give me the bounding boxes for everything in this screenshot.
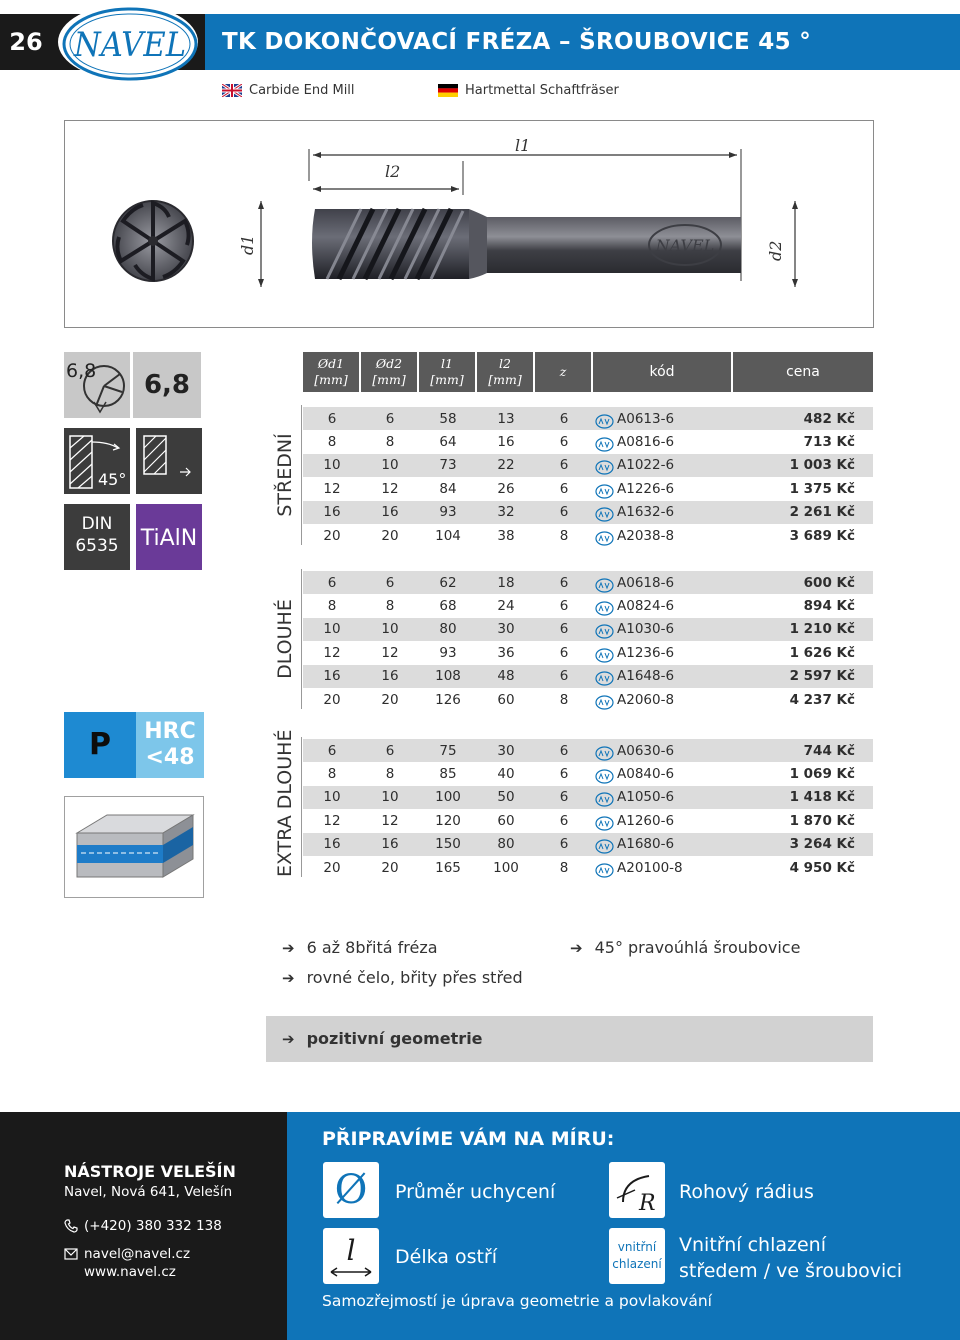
cell-z: 6 [559, 765, 569, 782]
table-row [303, 501, 873, 524]
table-row [303, 809, 873, 832]
cell-kod [593, 621, 733, 637]
cell-d2: 16 [381, 668, 399, 685]
cell-d2: 12 [381, 812, 399, 829]
cell-d1: 20 [323, 859, 341, 876]
cell-d1: 8 [327, 597, 337, 614]
cell-d1: 6 [327, 410, 337, 427]
hardness-badge [136, 712, 204, 778]
cell-z: 6 [559, 836, 569, 853]
cell-z: 6 [559, 410, 569, 427]
diameter-range-small: 6,8 [66, 360, 97, 382]
navel-mini-logo-icon [595, 414, 614, 429]
cell-d2: 8 [385, 597, 395, 614]
option-length: Délka ostří [395, 1246, 498, 1268]
product-code: A1680-6 [617, 836, 675, 853]
table-row [303, 571, 873, 594]
navel-mini-logo-icon [595, 484, 614, 499]
cell-l1: 64 [439, 433, 457, 450]
cell-l1: 104 [435, 527, 461, 544]
cell-cena: 2 597 Kč [789, 668, 855, 685]
cell-cena: 4 237 Kč [789, 691, 855, 708]
cell-d2: 6 [385, 574, 395, 591]
col-d2: Ød2 [mm] [361, 352, 417, 392]
navel-mini-logo-icon [595, 460, 614, 475]
cell-d1: 20 [323, 691, 341, 708]
cell-kod [593, 789, 733, 805]
navel-mini-logo-icon [595, 839, 614, 854]
col-d1: Ød1 [mm] [303, 352, 359, 392]
product-code: A1050-6 [617, 789, 675, 806]
cell-cena: 1 069 Kč [789, 765, 855, 782]
cell-cena: 3 264 Kč [789, 836, 855, 853]
cell-cena: 1 375 Kč [789, 480, 855, 497]
hrc-line1: HRC [144, 719, 196, 744]
cell-l2: 30 [497, 621, 515, 638]
cell-z: 6 [559, 621, 569, 638]
feature-face [282, 968, 523, 987]
cell-kod [593, 481, 733, 497]
arrow-right-icon: ➔ [282, 1029, 295, 1048]
cell-l2: 18 [497, 574, 515, 591]
dim-d2-label: d2 [766, 240, 785, 261]
table-row [303, 833, 873, 856]
workpiece-icon [65, 797, 203, 897]
cell-z: 6 [559, 789, 569, 806]
diameter-range-big: 6,8 [133, 352, 201, 418]
cell-z: 6 [559, 504, 569, 521]
table-row [303, 688, 873, 711]
product-code: A0613-6 [617, 410, 675, 427]
cell-l1: 120 [435, 812, 461, 829]
cell-cena: 482 Kč [803, 410, 855, 427]
navel-logo [58, 4, 198, 80]
custom-title: PŘIPRAVÍME VÁM NA MÍRU: [322, 1128, 615, 1150]
table-row [303, 454, 873, 477]
cell-kod [593, 860, 733, 876]
cell-d1: 6 [327, 742, 337, 759]
cell-l2: 80 [497, 836, 515, 853]
feature-face-text: rovné čelo, břity přes střed [306, 968, 523, 987]
product-code: A1648-6 [617, 668, 675, 685]
cell-z: 6 [559, 574, 569, 591]
product-code: A0618-6 [617, 574, 675, 591]
cell-kod [593, 528, 733, 544]
cell-d1: 10 [323, 457, 341, 474]
feature-geometry-text: pozitivní geometrie [306, 1029, 483, 1048]
cell-z: 6 [559, 457, 569, 474]
cell-kod [593, 766, 733, 782]
option-cooling-1: Vnitřní chlazení [679, 1234, 826, 1256]
cell-l1: 100 [435, 789, 461, 806]
cell-kod [593, 411, 733, 427]
page-title: TK DOKONČOVACÍ FRÉZA – ŠROUBOVICE 45 ° [222, 29, 812, 55]
cell-z: 8 [559, 691, 569, 708]
cell-l1: 75 [439, 742, 457, 759]
product-code: A2038-8 [617, 527, 675, 544]
cell-d2: 20 [381, 859, 399, 876]
table-header [303, 352, 873, 392]
product-code: A0630-6 [617, 742, 675, 759]
cell-l2: 22 [497, 457, 515, 474]
cell-cena: 4 950 Kč [789, 859, 855, 876]
cell-l2: 100 [493, 859, 519, 876]
cell-z: 6 [559, 433, 569, 450]
product-code: A1030-6 [617, 621, 675, 638]
product-code: A20100-8 [617, 859, 683, 876]
option-cooling-2: středem / ve šroubovici [679, 1260, 903, 1282]
mail-icon [64, 1248, 78, 1260]
cell-l2: 26 [497, 480, 515, 497]
phone-number[interactable]: (+420) 380 332 138 [84, 1218, 222, 1234]
table-row [303, 641, 873, 664]
cell-l1: 58 [439, 410, 457, 427]
cell-kod [593, 598, 733, 614]
phone-icon [64, 1219, 78, 1233]
product-code: A1022-6 [617, 457, 675, 474]
dim-l1-label: l1 [515, 136, 531, 155]
cell-l2: 40 [497, 765, 515, 782]
cell-d1: 6 [327, 574, 337, 591]
table-row [303, 739, 873, 762]
cooling-icon-line1: vnitřní [617, 1240, 657, 1254]
product-code: A1236-6 [617, 644, 675, 661]
diameter-icon: Ø [323, 1162, 379, 1218]
cell-l2: 36 [497, 644, 515, 661]
product-code: A0824-6 [617, 597, 675, 614]
table-row [303, 786, 873, 809]
cell-d2: 20 [381, 527, 399, 544]
coating-badge: TiAlN [136, 504, 202, 570]
cell-kod [593, 836, 733, 852]
radius-icon [609, 1162, 665, 1218]
cell-d2: 10 [381, 457, 399, 474]
de-flag-icon [438, 84, 458, 97]
section-divider [301, 569, 302, 709]
feature-flutes [282, 938, 438, 957]
col-l2: l2 [mm] [477, 352, 533, 392]
feature-geometry [282, 1029, 483, 1048]
cell-cena: 1 870 Kč [789, 812, 855, 829]
length-icon [323, 1228, 379, 1284]
navel-mini-logo-icon [595, 437, 614, 452]
cell-l1: 165 [435, 859, 461, 876]
din-line1: DIN [81, 514, 113, 534]
cell-cena: 600 Kč [803, 574, 855, 591]
cell-z: 6 [559, 597, 569, 614]
cell-l2: 48 [497, 668, 515, 685]
cell-cena: 1 210 Kč [789, 621, 855, 638]
cell-kod [593, 575, 733, 591]
product-code: A1260-6 [617, 812, 675, 829]
tool-drawing-svg [65, 121, 873, 327]
navel-mini-logo-icon [595, 648, 614, 663]
cell-z: 6 [559, 644, 569, 661]
navel-mini-logo-icon [595, 816, 614, 831]
cell-d2: 16 [381, 504, 399, 521]
col-kod: kód [593, 352, 731, 392]
uk-flag-icon [222, 84, 242, 97]
cell-z: 6 [559, 742, 569, 759]
cell-l2: 38 [497, 527, 515, 544]
cell-l1: 62 [439, 574, 457, 591]
option-radius: Rohový rádius [679, 1181, 814, 1203]
cell-z: 8 [559, 527, 569, 544]
section-label: STŘEDNÍ [274, 433, 296, 517]
cell-l1: 84 [439, 480, 457, 497]
cell-kod [593, 645, 733, 661]
cell-z: 6 [559, 812, 569, 829]
table-row [303, 594, 873, 617]
cell-d1: 8 [327, 765, 337, 782]
custom-note: Samozřejmostí je úprava geometrie a povlakování [322, 1292, 712, 1310]
cell-d1: 10 [323, 789, 341, 806]
cell-l1: 68 [439, 597, 457, 614]
cooling-icon-line2: chlazení [612, 1257, 662, 1271]
arrow-right-icon: ➔ [282, 938, 295, 957]
cell-kod [593, 743, 733, 759]
option-diameter: Průměr uchycení [395, 1181, 556, 1203]
cell-d2: 12 [381, 644, 399, 661]
product-code: A0816-6 [617, 433, 675, 450]
table-row [303, 762, 873, 785]
table-row [303, 856, 873, 879]
cell-z: 6 [559, 668, 569, 685]
table-row [303, 665, 873, 688]
lang-de-label: Hartmettal Schaftfräser [465, 82, 619, 98]
feature-helix [570, 938, 800, 957]
navel-mini-logo-icon [595, 531, 614, 546]
phone-row [64, 1218, 222, 1234]
cell-l2: 16 [497, 433, 515, 450]
arrow-right-icon: ➔ [570, 938, 583, 957]
cell-cena: 2 261 Kč [789, 504, 855, 521]
cell-d2: 8 [385, 433, 395, 450]
cell-kod [593, 457, 733, 473]
cell-d1: 20 [323, 527, 341, 544]
cell-l2: 13 [497, 410, 515, 427]
product-code: A0840-6 [617, 765, 675, 782]
navel-mini-logo-icon [595, 601, 614, 616]
cell-l1: 80 [439, 621, 457, 638]
section-divider [301, 737, 302, 877]
section-label: EXTRA DLOUHÉ [274, 729, 296, 877]
cell-l2: 30 [497, 742, 515, 759]
section-label: DLOUHÉ [274, 599, 296, 679]
end-cut-icon [136, 428, 202, 494]
col-z: z [535, 352, 591, 392]
navel-mini-logo-icon [595, 624, 614, 639]
cell-d2: 6 [385, 410, 395, 427]
material-group-badge: P [64, 712, 136, 778]
straight-flute-box [136, 428, 202, 494]
cell-d1: 16 [323, 836, 341, 853]
product-code: A2060-8 [617, 691, 675, 708]
footer-custom [287, 1112, 960, 1340]
cell-cena: 1 003 Kč [789, 457, 855, 474]
helix-angle-label: 45° [98, 470, 127, 489]
cell-kod [593, 692, 733, 708]
cell-cena: 894 Kč [803, 597, 855, 614]
navel-mini-logo-icon [595, 671, 614, 686]
cell-l1: 93 [439, 644, 457, 661]
cell-l2: 32 [497, 504, 515, 521]
cell-d2: 20 [381, 691, 399, 708]
cell-d2: 10 [381, 789, 399, 806]
cell-d1: 16 [323, 504, 341, 521]
table-row [303, 524, 873, 547]
navel-mini-logo-icon [595, 863, 614, 878]
cell-z: 8 [559, 859, 569, 876]
cooling-icon [609, 1228, 665, 1284]
cell-cena: 3 689 Kč [789, 527, 855, 544]
navel-mini-logo-icon [595, 746, 614, 761]
cell-kod [593, 813, 733, 829]
cell-d2: 8 [385, 765, 395, 782]
page-number: 26 [9, 28, 43, 56]
navel-mini-logo-icon [595, 792, 614, 807]
cell-cena: 713 Kč [803, 433, 855, 450]
din-standard-box [64, 504, 130, 570]
cell-d1: 12 [323, 812, 341, 829]
cell-d1: 8 [327, 433, 337, 450]
table-row [303, 618, 873, 641]
cell-l2: 60 [497, 812, 515, 829]
cell-kod [593, 668, 733, 684]
email-row [64, 1246, 190, 1262]
cell-l1: 108 [435, 668, 461, 685]
din-line2: 6535 [75, 536, 119, 556]
navel-mini-logo-icon [595, 507, 614, 522]
col-cena: cena [733, 352, 873, 392]
length-icon-letter: l [346, 1234, 356, 1267]
cell-d2: 10 [381, 621, 399, 638]
cell-l1: 93 [439, 504, 457, 521]
cell-d1: 16 [323, 668, 341, 685]
lang-en [222, 80, 355, 100]
cell-cena: 744 Kč [803, 742, 855, 759]
table-row [303, 477, 873, 500]
product-code: A1632-6 [617, 504, 675, 521]
cell-cena: 1 418 Kč [789, 789, 855, 806]
cell-d1: 12 [323, 644, 341, 661]
cell-d2: 12 [381, 480, 399, 497]
section-divider [301, 405, 302, 545]
dim-l2-label: l2 [385, 162, 401, 181]
cell-l2: 60 [497, 691, 515, 708]
logo-text: NAVEL [73, 25, 186, 65]
cell-l1: 150 [435, 836, 461, 853]
cell-d2: 6 [385, 742, 395, 759]
arrow-right-icon: ➔ [282, 968, 295, 987]
radius-icon-letter: R [639, 1191, 656, 1216]
cell-l1: 126 [435, 691, 461, 708]
cell-l1: 85 [439, 765, 457, 782]
tool-drawing [64, 120, 874, 328]
workpiece-illustration [64, 796, 204, 898]
navel-mini-logo-icon [595, 769, 614, 784]
hrc-line2: <48 [145, 745, 195, 770]
cell-l1: 73 [439, 457, 457, 474]
navel-mini-logo-icon [595, 695, 614, 710]
footer-contact [0, 1112, 287, 1340]
navel-mini-logo-icon [595, 578, 614, 593]
company-name: NÁSTROJE VELEŠÍN [64, 1162, 236, 1181]
cell-z: 6 [559, 480, 569, 497]
cell-d2: 16 [381, 836, 399, 853]
cell-kod [593, 434, 733, 450]
lang-en-label: Carbide End Mill [249, 82, 355, 98]
email-link[interactable]: navel@navel.cz [84, 1246, 191, 1262]
feature-flutes-text: 6 až 8břitá fréza [306, 938, 438, 957]
company-address: Navel, Nová 641, Velešín [64, 1184, 233, 1200]
cell-l2: 24 [497, 597, 515, 614]
cell-d1: 12 [323, 480, 341, 497]
col-l1: l1 [mm] [419, 352, 475, 392]
cell-d1: 10 [323, 621, 341, 638]
website-link[interactable]: www.navel.cz [84, 1264, 176, 1280]
feature-helix-text: 45° pravoúhlá šroubovice [594, 938, 801, 957]
dim-d1-label: d1 [238, 234, 257, 255]
table-row [303, 430, 873, 453]
cell-kod [593, 504, 733, 520]
lang-de [438, 80, 619, 100]
shank-logo-text: NAVEL [655, 236, 715, 255]
cell-l2: 50 [497, 789, 515, 806]
product-code: A1226-6 [617, 480, 675, 497]
table-row [303, 407, 873, 430]
cell-cena: 1 626 Kč [789, 644, 855, 661]
